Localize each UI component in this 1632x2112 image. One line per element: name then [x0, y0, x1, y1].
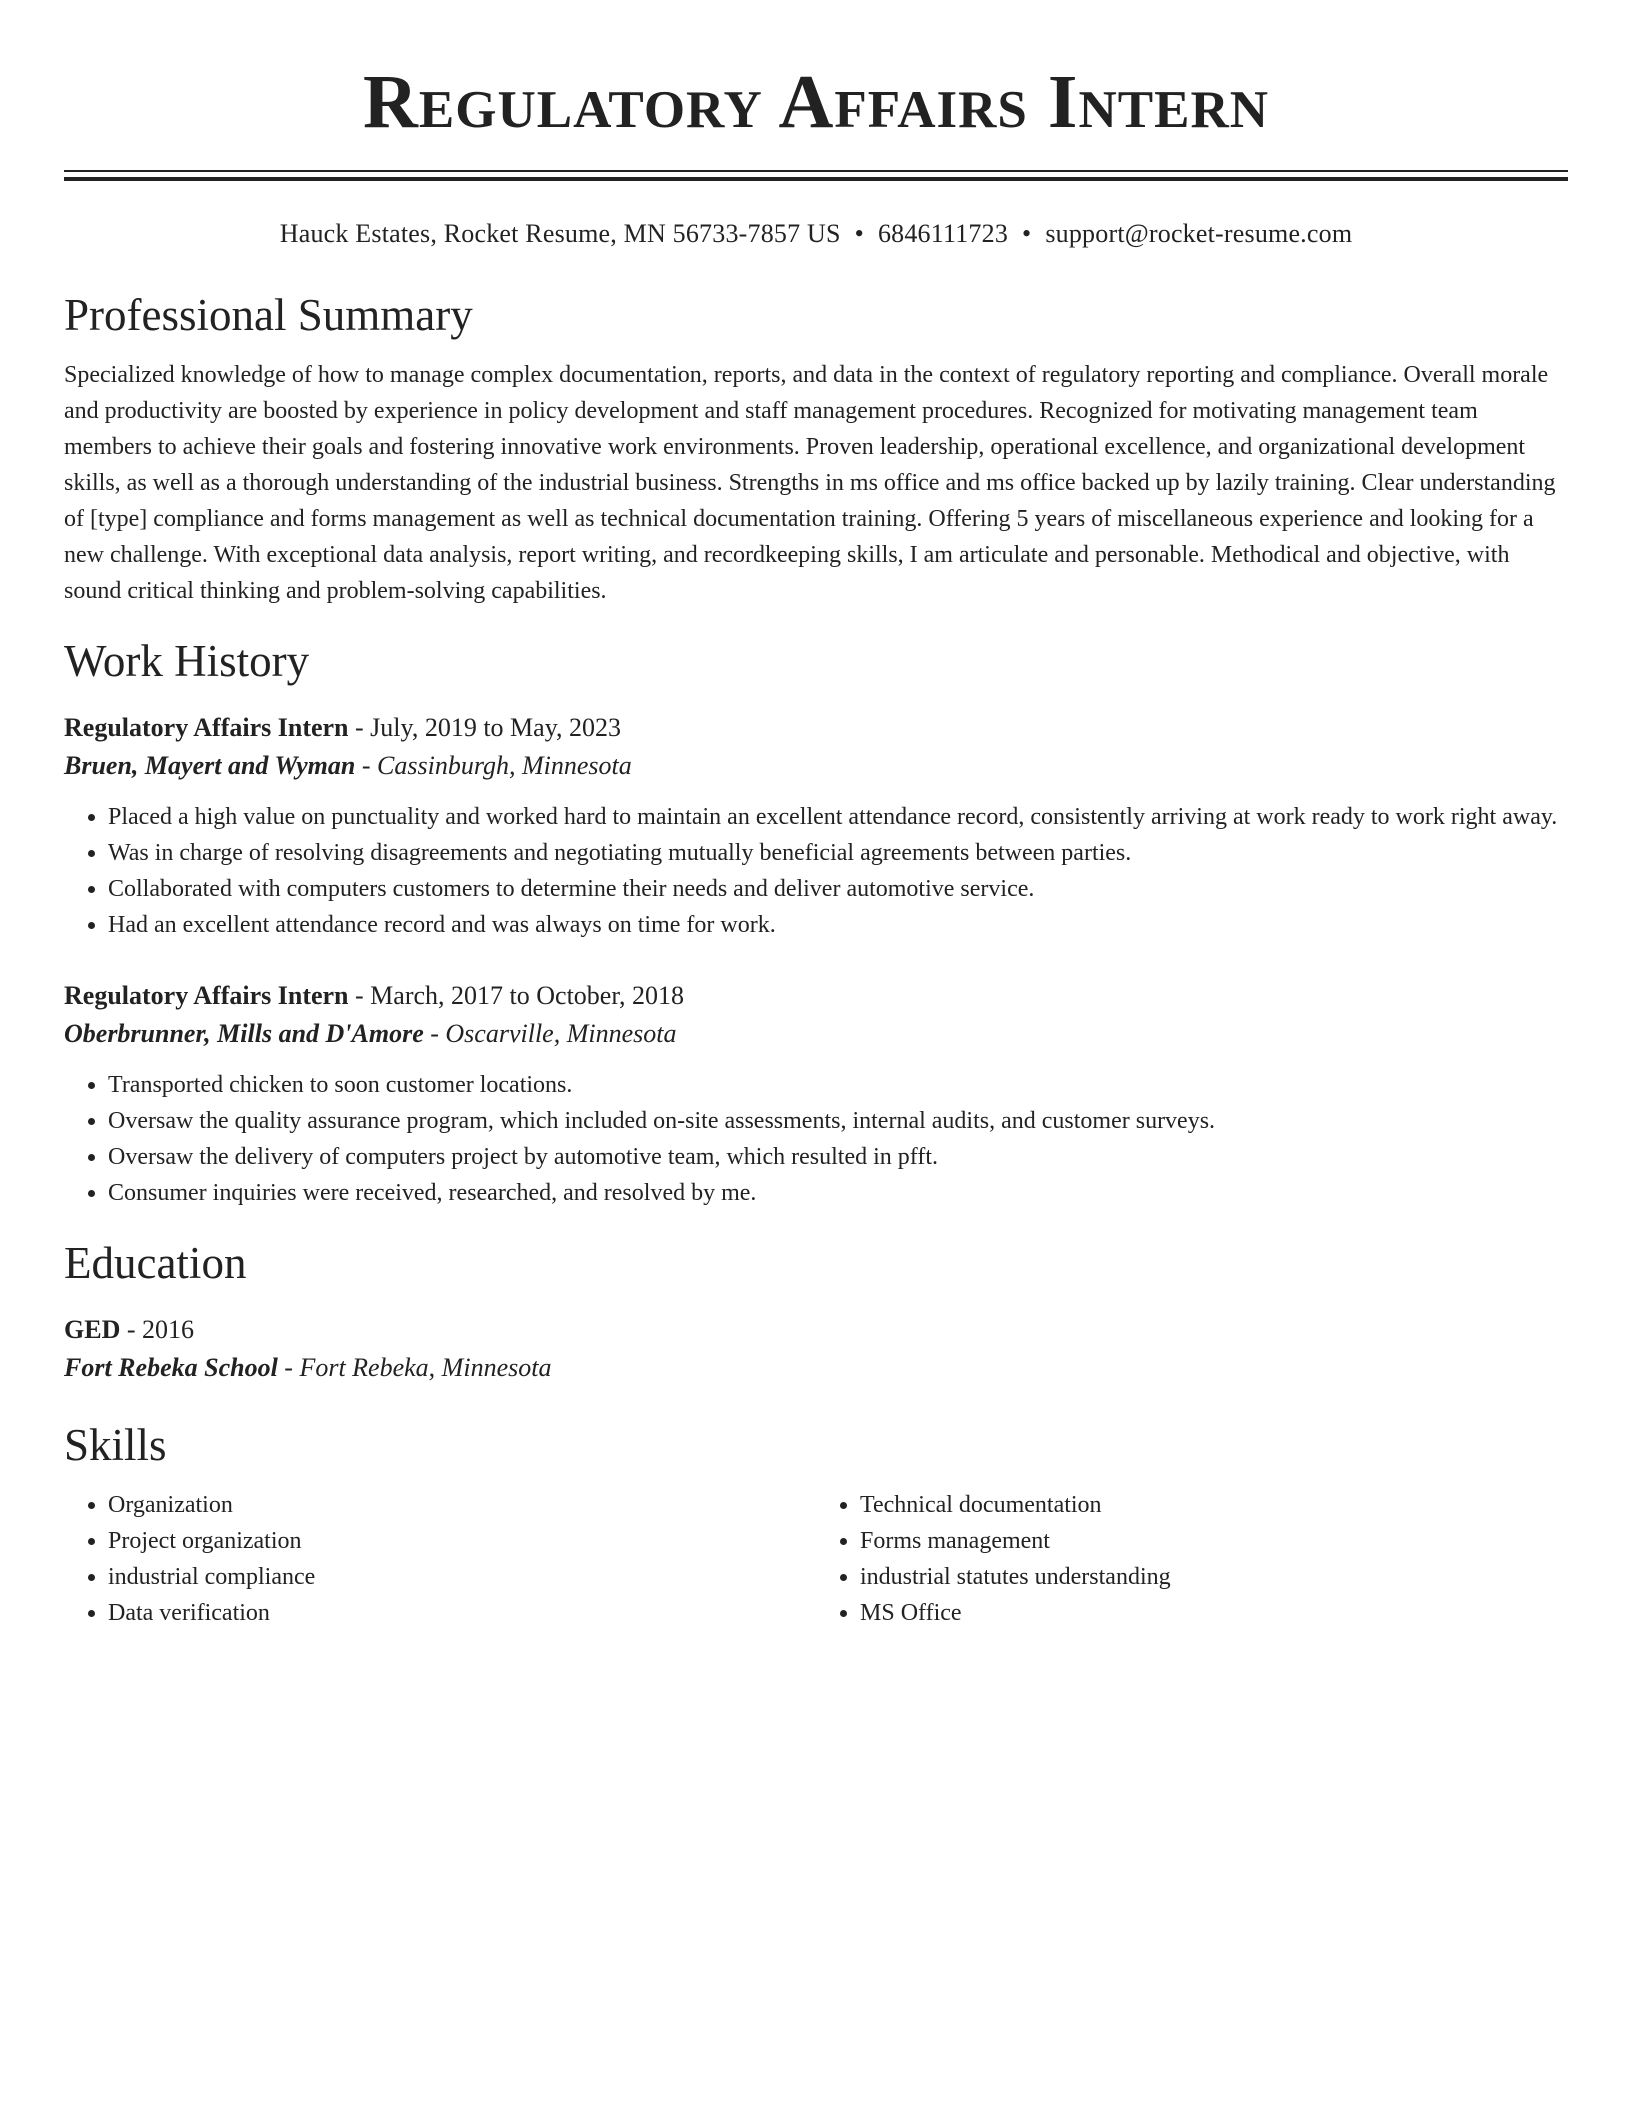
skills-column-right — [816, 1487, 1568, 1631]
job-company-line — [64, 747, 1568, 785]
job-title-line — [64, 977, 1568, 1015]
contact-line — [64, 217, 1568, 251]
title-divider-thin — [64, 170, 1568, 172]
job-location: - Oscarville, Minnesota — [423, 1019, 677, 1048]
skill-item: • Data verification — [108, 1595, 816, 1631]
skill-item: • industrial compliance — [108, 1559, 816, 1595]
education-heading: Education — [64, 1238, 247, 1288]
skills-list — [64, 1487, 1568, 1631]
title-divider-thick — [64, 177, 1568, 181]
education-entry — [64, 1311, 1568, 1387]
job-role: Regulatory Affairs Intern — [64, 981, 349, 1010]
job-bullets — [64, 1067, 1568, 1211]
job-company-line — [64, 1015, 1568, 1053]
job-bullet: • Was in charge of resolving disagreements and negotiating mutually beneficial agreements between parties. — [108, 835, 1568, 871]
job-bullet: • Placed a high value on punctuality and worked hard to maintain an excellent attendance record, consistently arriving at work ready to work right away. — [108, 799, 1568, 835]
education-degree-line — [64, 1311, 1568, 1349]
job-bullet: • Collaborated with computers customers to determine their needs and deliver automotive service. — [108, 871, 1568, 907]
job-bullet: • Consumer inquiries were received, researched, and resolved by me. — [108, 1175, 1568, 1211]
job-dates: - July, 2019 to May, 2023 — [348, 713, 622, 742]
job-company: Bruen, Mayert and Wyman — [64, 751, 356, 780]
summary-text: Specialized knowledge of how to manage complex documentation, reports, and data in the context of regulatory reporting and compliance. Overall morale and productivity are boosted by experience in policy development and staff management procedures. Recognized for motivating management team members to achieve their goals and fostering innovative work environments. Proven leadership, operational excellence, and organizational development skills, as well as a thorough understanding of the industrial business. Strengths in ms office and ms office backed up by lazily training. Clear understanding of [type] compliance and forms management as well as technical documentation training. Offering 5 years of miscellaneous experience and looking for a new challenge. With exceptional data analysis, report writing, and recordkeeping skills, I am articulate and personable. Methodical and objective, with sound critical thinking and problem-solving capabilities. — [64, 362, 1556, 604]
job-bullet: • Oversaw the delivery of computers project by automotive team, which resulted in pfft. — [108, 1139, 1568, 1175]
work-history-heading: Work History — [64, 636, 310, 686]
skill-item: • Forms management — [860, 1523, 1568, 1559]
resume-title: Regulatory Affairs Intern — [363, 60, 1269, 144]
education-location: - Fort Rebeka, Minnesota — [277, 1353, 552, 1382]
skill-item: • industrial statutes understanding — [860, 1559, 1568, 1595]
contact-phone: 6846111723 — [877, 219, 1009, 248]
job-entry — [64, 977, 1568, 1211]
education-degree: GED — [64, 1315, 121, 1344]
job-bullet: • Oversaw the quality assurance program, which included on-site assessments, internal audits, and customer surveys. — [108, 1103, 1568, 1139]
skill-item: • Organization — [108, 1487, 816, 1523]
job-dates: - March, 2017 to October, 2018 — [348, 981, 684, 1010]
contact-address: Hauck Estates, Rocket Resume, MN 56733-7857 US — [279, 219, 841, 248]
job-bullet: • Transported chicken to soon customer locations. — [108, 1067, 1568, 1103]
job-title-line — [64, 709, 1568, 747]
skill-item: • Project organization — [108, 1523, 816, 1559]
skill-item: • Technical documentation — [860, 1487, 1568, 1523]
contact-email: support@rocket-resume.com — [1045, 219, 1353, 248]
summary-heading: Professional Summary — [64, 290, 473, 340]
job-bullets — [64, 799, 1568, 943]
job-location: - Cassinburgh, Minnesota — [355, 751, 632, 780]
skills-column-left — [64, 1487, 816, 1631]
skill-item: • MS Office — [860, 1595, 1568, 1631]
education-year: - 2016 — [120, 1315, 195, 1344]
job-entry — [64, 709, 1568, 943]
job-bullet: • Had an excellent attendance record and was always on time for work. — [108, 907, 1568, 943]
contact-separator: • — [854, 219, 864, 248]
education-school-line — [64, 1349, 1568, 1387]
education-school: Fort Rebeka School — [64, 1353, 278, 1382]
skills-heading: Skills — [64, 1420, 167, 1470]
job-company: Oberbrunner, Mills and D'Amore — [64, 1019, 424, 1048]
job-role: Regulatory Affairs Intern — [64, 713, 349, 742]
contact-separator: • — [1022, 219, 1032, 248]
